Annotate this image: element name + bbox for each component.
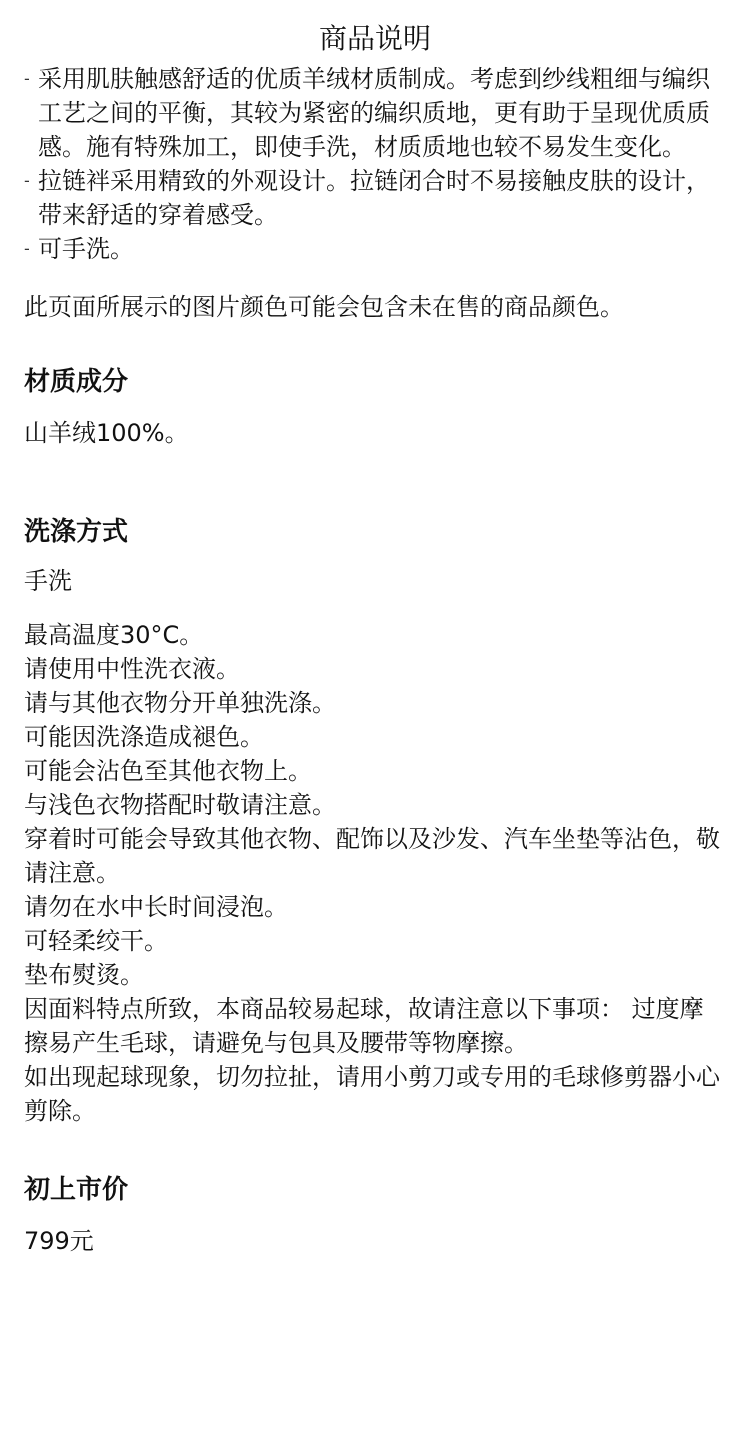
wash-instruction-item: 可能因洗涤造成褪色。 — [24, 723, 264, 751]
wash-instruction-item: 可能会沾色至其他衣物上。 — [24, 757, 312, 785]
wash-heading: 洗涤方式 — [24, 517, 129, 547]
wash-section — [24, 514, 726, 1128]
wash-instruction-item: 垫布熨烫。 — [24, 961, 144, 989]
description-list — [24, 62, 726, 266]
wash-instruction-item: 如出现起球现象，切勿拉扯，请用小剪刀或专用的毛球修剪器小心剪除。 — [24, 1063, 720, 1125]
wash-instruction-item: 与浅色衣物搭配时敬请注意。 — [24, 791, 336, 819]
description-item-zipper: - 拉链袢采用精致的外观设计。拉链闭合时不易接触皮肤的设计，带来舒适的穿着感受。 — [24, 164, 726, 232]
wash-instruction-item: 可轻柔绞干。 — [24, 927, 168, 955]
wash-instruction-item: 请与其他衣物分开单独洗涤。 — [24, 689, 336, 717]
wash-instruction-item: 穿着时可能会导致其他衣物、配饰以及沙发、汽车坐垫等沾色，敬请注意。 — [24, 825, 720, 887]
wash-instructions-list — [24, 618, 726, 1128]
color-note: 此页面所展示的图片颜色可能会包含未在售的商品颜色。 — [24, 293, 624, 321]
material-text: 山羊绒100%。 — [24, 419, 189, 447]
price-section — [24, 1172, 726, 1258]
wash-instruction-item: 最高温度30°C。 — [24, 621, 204, 649]
wash-instruction-item: 因面料特点所致，本商品较易起球，故请注意以下事项： 过度摩擦易产生毛球，请避免与包具及腰带等物摩擦。 — [24, 995, 704, 1057]
description-item-handwash: - 可手洗。 — [24, 232, 726, 266]
material-heading: 材质成分 — [24, 367, 129, 397]
page-title: 商品说明 — [318, 22, 431, 55]
material-section — [24, 364, 726, 450]
description-item-material: - 采用肌肤触感舒适的优质羊绒材质制成。考虑到纱线粗细与编织工艺之间的平衡，其较为紧密的编织质地，更有助于呈现优质质感。施有特殊加工，即使手洗，材质质地也较不易发生变化。 — [24, 62, 726, 164]
wash-method: 手洗 — [24, 567, 72, 595]
price-heading: 初上市价 — [24, 1175, 129, 1205]
wash-instruction-item: 请勿在水中长时间浸泡。 — [24, 893, 288, 921]
wash-instruction-item: 请使用中性洗衣液。 — [24, 655, 240, 683]
price-text: 799元 — [24, 1227, 94, 1255]
